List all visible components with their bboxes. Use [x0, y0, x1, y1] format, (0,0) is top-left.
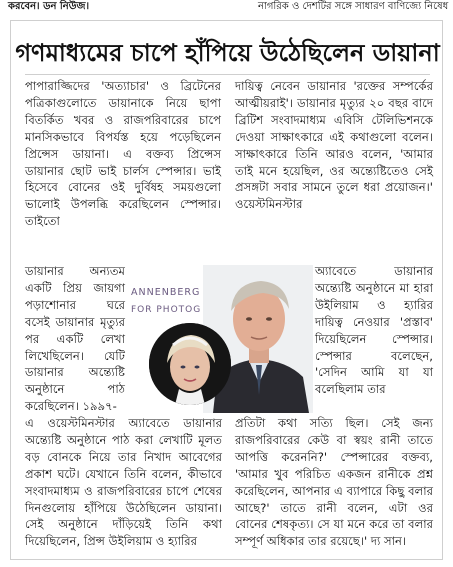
article-photo: [127, 265, 313, 413]
previous-article-strip: [0, 0, 453, 13]
article-frame: [10, 20, 443, 560]
column-2-bottom: প্রতিটা কথা সত্যি ছিল। সেই জন্য রাজপরিবারের কেউ বা স্বয়ং রানী তাতে আপত্তি করেননি?' স্পেন্সারের বক্তব্য, 'আমার খুব পরিচিত একজন রানীকে প্রশ্ন করেছিলেন, আপনার এ ব্যাপারে কিছু বলার আছে?' তাতে রানী বলেন, এটা ওর বোনের শেষকৃত্য। সে যা মনে করে তা বলার সম্পূর্ণ অধিকার তার রয়েছে।' দ্য সান।: [235, 416, 433, 549]
diana-inset-photo: [149, 323, 231, 405]
column-2-top: দায়িত্ব নেবেন ডায়ানার 'রক্তের সম্পর্কের আত্মীয়রাই'। ডায়ানার মৃত্যুর ২০ বছর বাদে ব্রিটিশ সংবাদমাধ্যম এবিসি টেলিভিশনকে দেওয়া সাক্ষাৎকারে এই কথাগুলো বলেন। সাক্ষাৎকারে তিনি আরও বলেন, 'আমার তাই মনে হয়েছিল, ওর অন্ত্যেষ্টিতেও সেই প্রসঙ্গটা সবার সামনে তুলে ধরা প্রয়োজন।' ওয়েস্টমিনস্টার: [235, 79, 433, 212]
adjacent-article-tail: নাগরিক ও দেশটির সঙ্গে সাধারণ বাণিজ্যে নিষেধ: [258, 1, 449, 12]
photo-backdrop-text-2: FOR PHOTOG: [131, 305, 202, 315]
column-2-wrap: অ্যাবেতে ডায়ানার অন্ত্যেষ্টি অনুষ্ঠানে মা হারা উইলিয়াম ও হ্যারির দায়িত্ব নেওয়ার 'প্রস্তাব' দিয়েছিলেন স্পেন্সার। স্পেন্সার বলেছেন, 'সেদিন আমি যা যা বলেছিলাম তার: [315, 264, 433, 397]
column-1-top: পাপারাজ্জিদের 'অত্যাচার' ও ব্রিটেনের পত্রিকাগুলোতে ডায়ানাকে নিয়ে ছাপা বিতর্কিত খবর ও রাজপরিবারের চাপে মানসিকভাবে বিপর্যস্ত হয়ে পড়েছিলেন প্রিন্সেস ডায়ানা। এ বক্তব্য প্রিন্সেস ডায়ানার ছোট ভাই চার্লস স্পেন্সার। ভাই হিসেবে বোনের ওই দুর্বিষহ সময়গুলো ভালোই উপলব্ধি করেছিলেন স্পেন্সার। তাইতো: [25, 79, 221, 229]
column-1-bottom: এ ওয়েস্টমিনস্টার অ্যাবেতে ডায়ানার অন্ত্যেষ্টি অনুষ্ঠানে পাঠ করা লেখাটি মূলত বড় বোনকে নিয়ে তার নিখাদ আবেগের প্রকাশ ঘটে। যেখানে তিনি বলেন, কীভাবে সংবাদমাধ্যম ও রাজপরিবারের চাপে শেষের দিনগুলোয় হাঁপিয়ে উঠেছিলেন ডায়ানা। সেই অনুষ্ঠানে দাঁড়িয়েই তিনি কথা দিয়েছিলেন, প্রিন্স উইলিয়াম ও হ্যারির: [25, 416, 222, 549]
column-1-wrap: ডায়ানার অন্যতম একটি প্রিয় জায়গা পড়াশোনার ঘরে বসেই ডায়ানার মৃত্যুর পর একটি লেখা লিখেছিলেন। যেটি ডায়ানার অন্ত্যেষ্টি অনুষ্ঠানে পাঠ করেছিলেন। ১৯৯৭-: [25, 264, 125, 414]
photo-backdrop-text: ANNENBERG: [131, 287, 201, 298]
headline-divider: [25, 74, 430, 75]
article-headline: গণমাধ্যমের চাপে হাঁপিয়ে উঠেছিলেন ডায়ানা: [15, 39, 440, 67]
previous-article-tail: করবেন। ডন নিউজ।: [8, 1, 90, 12]
